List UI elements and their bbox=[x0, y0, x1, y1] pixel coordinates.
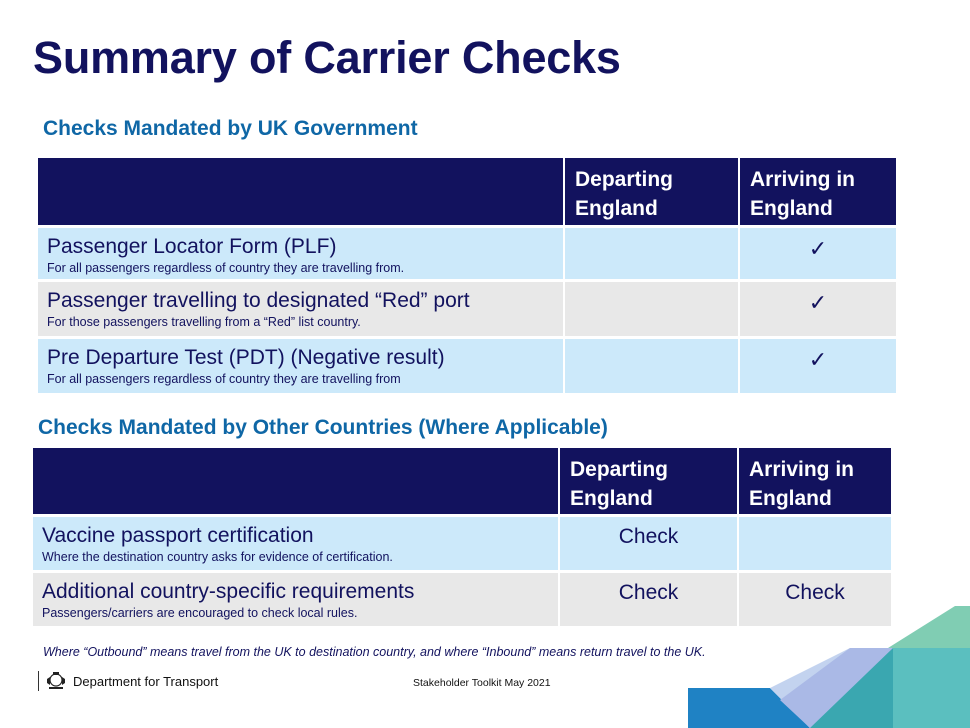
table-row bbox=[33, 514, 891, 570]
department-name: Department for Transport bbox=[73, 673, 219, 689]
departing-cell bbox=[565, 336, 740, 393]
table-row bbox=[33, 570, 891, 626]
row-title: Passenger travelling to designated “Red” port bbox=[47, 289, 470, 312]
table-row bbox=[38, 225, 896, 279]
royal-crest-icon bbox=[45, 671, 67, 691]
row-subtitle: Passengers/carriers are encouraged to check local rules. bbox=[42, 606, 358, 620]
logo-rule bbox=[38, 671, 39, 691]
column-header-arriving: Arriving in England bbox=[740, 158, 896, 225]
arriving-cell bbox=[739, 514, 891, 570]
row-title: Vaccine passport certification bbox=[42, 524, 314, 547]
table-header-row bbox=[33, 448, 891, 514]
row-title: Pre Departure Test (PDT) (Negative result) bbox=[47, 346, 445, 369]
section-heading-other-countries: Checks Mandated by Other Countries (Where Applicable) bbox=[38, 416, 608, 439]
page-title: Summary of Carrier Checks bbox=[33, 32, 621, 83]
arriving-cell: Check bbox=[739, 570, 891, 626]
departing-cell bbox=[565, 225, 740, 279]
arriving-check-mark: ✓ bbox=[740, 336, 896, 393]
table-header-row bbox=[38, 158, 896, 225]
footnote: Where “Outbound” means travel from the UK to destination country, and where “Inbound” means return travel to the UK. bbox=[43, 645, 706, 659]
toolkit-label: Stakeholder Toolkit May 2021 bbox=[413, 677, 551, 689]
other-countries-checks-table bbox=[33, 448, 891, 626]
row-subtitle: Where the destination country asks for evidence of certification. bbox=[42, 550, 393, 564]
row-subtitle: For all passengers regardless of country they are travelling from. bbox=[47, 261, 405, 275]
column-header-departing: Departing England bbox=[560, 448, 739, 514]
arriving-check-mark: ✓ bbox=[740, 225, 896, 279]
uk-government-checks-table bbox=[38, 158, 896, 393]
arriving-check-mark: ✓ bbox=[740, 279, 896, 336]
departing-cell: Check bbox=[560, 570, 739, 626]
column-header-check bbox=[38, 158, 565, 225]
row-title: Passenger Locator Form (PLF) bbox=[47, 235, 337, 258]
department-logo bbox=[38, 671, 218, 691]
row-title: Additional country-specific requirements bbox=[42, 580, 415, 603]
table-row bbox=[38, 279, 896, 336]
departing-cell bbox=[565, 279, 740, 336]
column-header-departing: Departing England bbox=[565, 158, 740, 225]
departing-cell: Check bbox=[560, 514, 739, 570]
column-header-arriving: Arriving in England bbox=[739, 448, 891, 514]
column-header-check bbox=[33, 448, 560, 514]
row-subtitle: For all passengers regardless of country they are travelling from bbox=[47, 372, 401, 386]
section-heading-uk-government: Checks Mandated by UK Government bbox=[43, 117, 418, 140]
row-subtitle: For those passengers travelling from a “Red” list country. bbox=[47, 315, 361, 329]
table-row bbox=[38, 336, 896, 393]
